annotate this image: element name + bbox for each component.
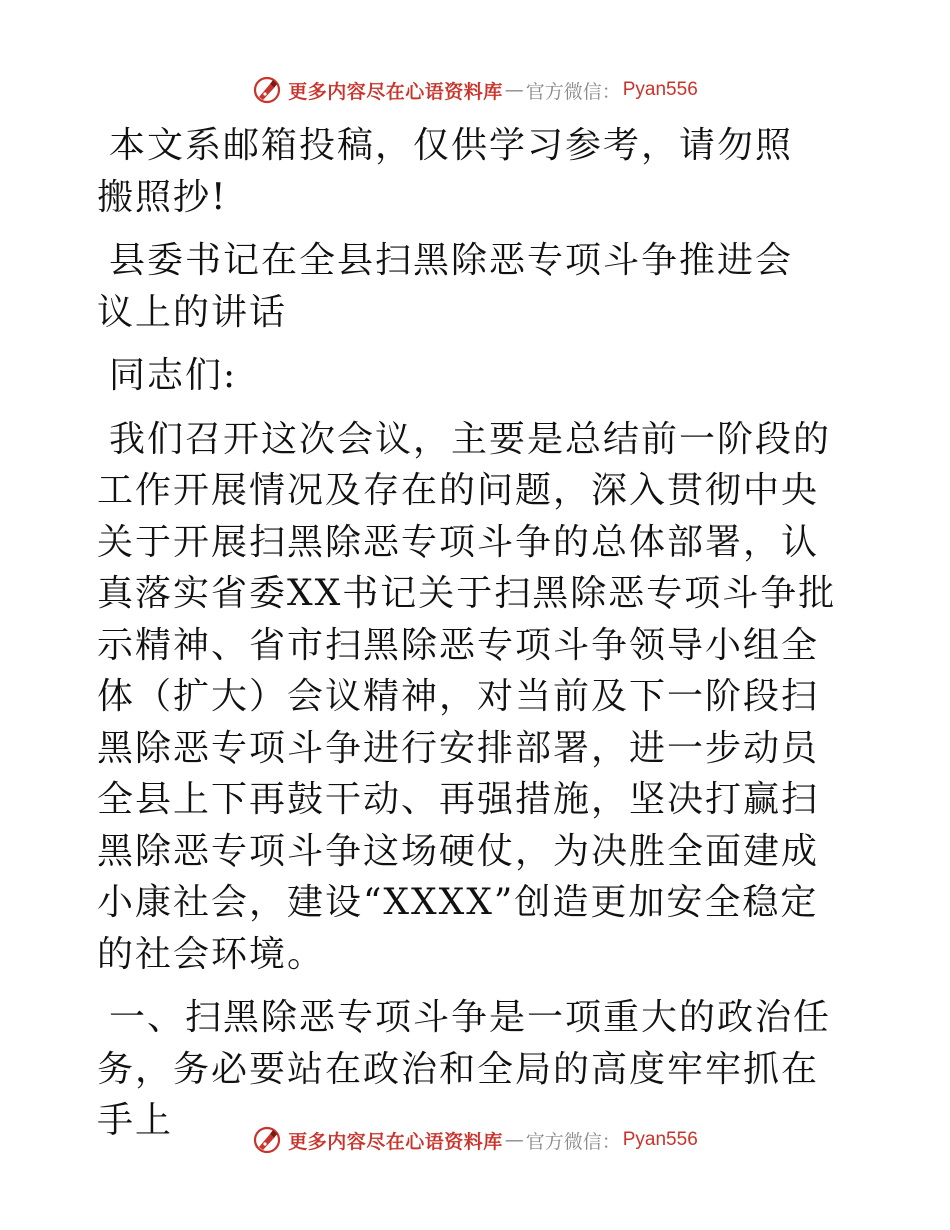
header-watermark-banner [0, 70, 950, 110]
watermark-wechat-id: Pyan556 [622, 79, 698, 100]
document-body [97, 120, 847, 1159]
watermark-separator: — [504, 1129, 524, 1151]
watermark-site-text: 更多内容尽在心语资料库 [288, 1130, 503, 1153]
salutation: 同志们: [109, 355, 238, 396]
pen-nib-logo-icon [252, 75, 282, 105]
document-title: 县委书记在全县扫黑除恶专项斗争推进会议上的讲话 [97, 240, 794, 333]
section-1-heading: 一、扫黑除恶专项斗争是一项重大的政治任务，务必要站在政治和全局的高度牢牢抓在手上 [97, 997, 832, 1141]
watermark-wechat-id: Pyan556 [622, 1129, 698, 1150]
pen-nib-logo-icon [252, 1125, 282, 1155]
footer-watermark-banner [0, 1120, 950, 1160]
body-paragraph-1: 我们召开这次会议，主要是总结前一阶段的工作开展情况及存在的问题，深入贯彻中央关于开展扫黑除恶专项斗争的总体部署，认真落实省委XX书记关于扫黑除恶专项斗争批示精神、省市扫黑除恶专项斗争领导小组全体（扩大）会议精神，对当前及下一阶段扫黑除恶专项斗争进行安排部署，进一步动员全县上下再鼓干动、再强措施，坚决打赢扫黑除恶专项斗争这场硬仗，为决胜全面建成小康社会，建设“XXXX”创造更加安全稳定的社会环境。 [97, 418, 837, 975]
watermark-separator: — [504, 79, 524, 101]
watermark-wechat-label: 官方微信： [525, 1130, 621, 1153]
watermark-wechat-label: 官方微信： [525, 80, 621, 103]
disclaimer-paragraph: 本文系邮箱投稿，仅供学习参考，请勿照搬照抄! [97, 125, 794, 218]
watermark-site-text: 更多内容尽在心语资料库 [288, 80, 503, 103]
